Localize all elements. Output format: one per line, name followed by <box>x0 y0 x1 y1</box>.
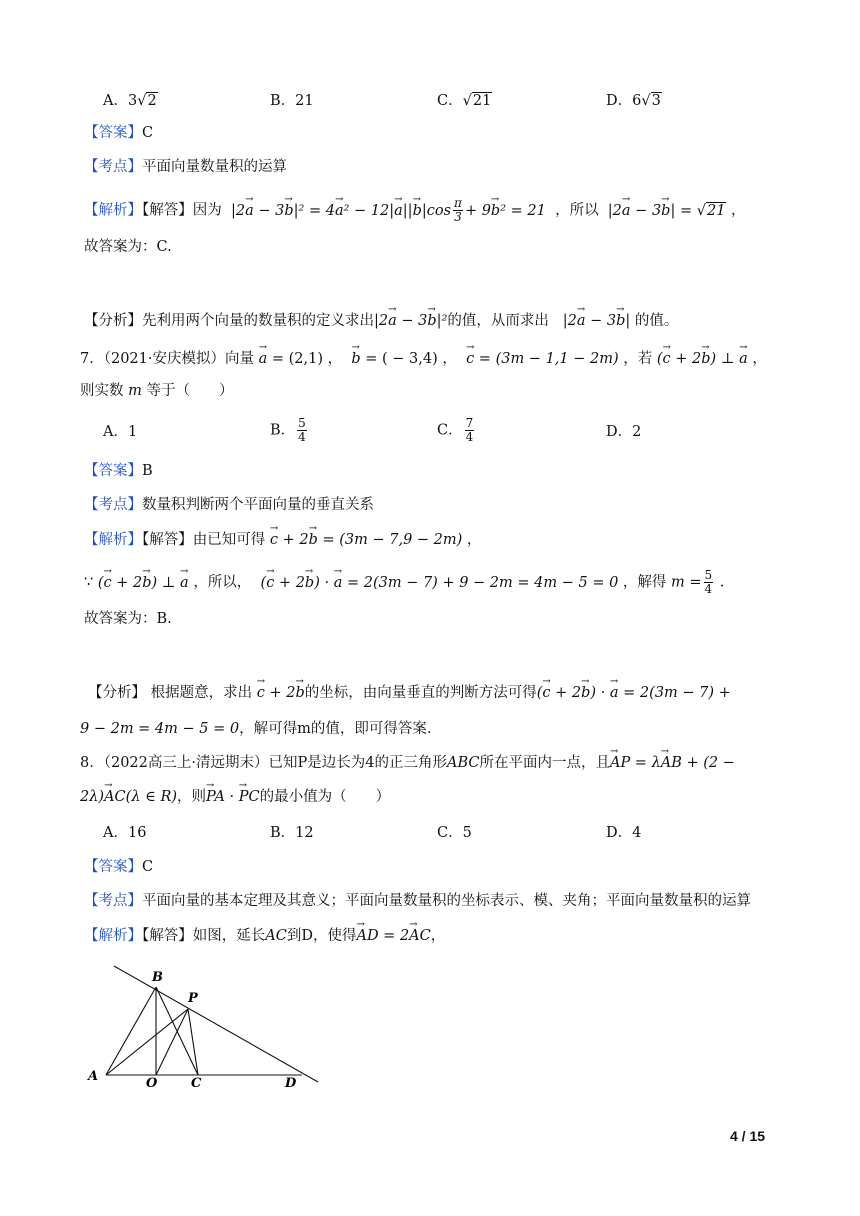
geometry-figure <box>84 960 324 1090</box>
q8-option-b: B．12 <box>270 825 314 841</box>
segment-ab <box>106 987 156 1075</box>
q8-stem: 8．（2022高三上·清远期末）已知P是边长为4的正三角形ABC所在平面内一点，且→ AP = λ→ AB + (2 − <box>80 752 735 774</box>
q6-analysis: 【解析】【解答】因为 |2→ a − 3→ b|² = 4→ a² − 12|→ a||→ b|cos $\frac{\pi}{3}$ + 9→ b² = 21 ，所以 |2→ a − 3→ b| = √21 ， <box>84 197 746 224</box>
label-d: D <box>285 1076 297 1090</box>
q7-option-d: D．2 <box>606 424 642 440</box>
line-through-bd <box>114 966 318 1082</box>
page-number: 4 / 15 <box>730 1128 766 1144</box>
q8-option-d: D．4 <box>606 825 642 841</box>
q6-option-d: D．6√3 <box>606 93 661 109</box>
segment-ap <box>106 1009 188 1075</box>
q7-analysis: 【解析】【解答】由已知可得 → c + 2→ b = (3m − 7,9 − 2m) ， <box>84 529 481 551</box>
q6-option-a: A．3√2 <box>103 93 157 109</box>
q7-stem: 7．（2021·安庆模拟）向量 → a = (2,1) ， → b = ( − 3,4) ， → c = (3m − 1,1 − 2m) ，若 (→ c + 2→ b) ⊥ → a ， <box>80 348 767 370</box>
q7-option-a: A．1 <box>103 424 138 440</box>
q8-option-c: C．5 <box>437 825 472 841</box>
q7-fenxi-2: 9 − 2m = 4m − 5 = 0，解可得m的值，即可得答案. <box>80 721 432 737</box>
q6-option-b: B．21 <box>270 93 314 109</box>
q8-analysis: 【解析】【解答】如图，延长AC到D，使得→ AD = 2→ AC， <box>84 925 445 947</box>
q7-conclusion: 故答案为：B. <box>84 611 172 627</box>
q8-option-a: A．16 <box>103 825 147 841</box>
q6-option-c: C．√21 <box>437 93 492 109</box>
q6-answer: 【答案】C <box>84 125 154 141</box>
q8-answer: 【答案】C <box>84 859 154 875</box>
q8-topic: 【考点】平面向量的基本定理及其意义；平面向量数量积的坐标表示、模、夹角；平面向量数量积的运算 <box>84 893 751 909</box>
q7-option-c: C． $\frac{7}{4}$ <box>437 416 474 444</box>
label-p: P <box>188 991 198 1006</box>
q7-stem-2: 则实数 m 等于（ ） <box>80 383 234 399</box>
q8-stem-2: 2λ)→ AC(λ ∈ R)，则→ PA · → PC的最小值为（ ） <box>80 786 390 808</box>
q7-topic: 【考点】数量积判断两个平面向量的垂直关系 <box>84 497 374 513</box>
label-o: O <box>146 1076 158 1090</box>
segment-po <box>156 1009 188 1075</box>
q7-option-b: B． $\frac{5}{4}$ <box>270 416 306 444</box>
label-c: C <box>191 1076 202 1090</box>
q7-fenxi: 【分析】 根据题意，求出 → c + 2→ b的坐标，由向量垂直的判断方法可得(→ c + 2→ b) · → a = 2(3m − 7) + <box>88 682 731 704</box>
label-a: A <box>88 1069 99 1084</box>
q6-fenxi: 【分析】先利用两个向量的数量积的定义求出|2→ a − 3→ b|²的值，从而求出 |2→ a − 3→ b| 的值。 <box>84 310 678 332</box>
q7-answer: 【答案】B <box>84 463 153 479</box>
q6-topic: 【考点】平面向量数量积的运算 <box>84 159 287 175</box>
q7-analysis-2: ∵ (→ c + 2→ b) ⊥ → a ，所以， (→ c + 2→ b) · → a = 2(3m − 7) + 9 − 2m = 4m − 5 = 0 ，解得 m = $\frac{5}{4}$ . <box>84 569 724 596</box>
label-b: B <box>152 970 163 985</box>
q6-conclusion: 故答案为：C. <box>84 239 172 255</box>
